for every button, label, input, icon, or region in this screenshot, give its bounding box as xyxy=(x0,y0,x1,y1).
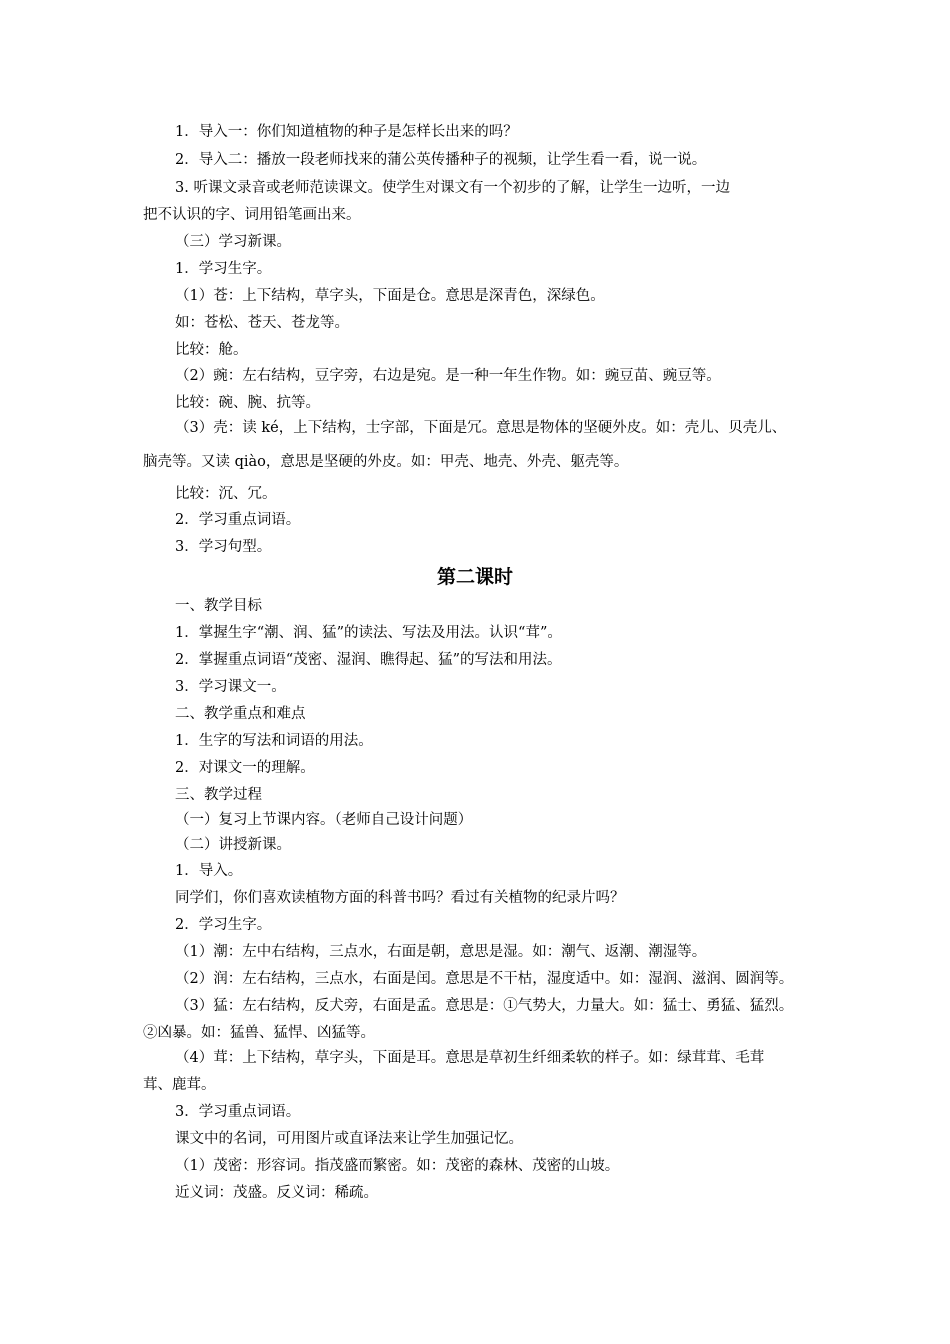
paragraph-continuation: 把不认识的字、词用铅笔画出来。 xyxy=(143,207,361,223)
paragraph-continuation: 脑壳等。又读 qiào，意思是坚硬的外皮。如：甲壳、地壳、外壳、躯壳等。 xyxy=(143,454,629,470)
section-heading: 三、教学过程 xyxy=(175,787,262,803)
paragraph: 2．导入二：播放一段老师找来的蒲公英传播种子的视频，让学生看一看，说一说。 xyxy=(175,152,707,168)
paragraph: （3）猛：左右结构，反犬旁，右面是孟。意思是：①气势大，力量大。如：猛士、勇猛、猛烈。 xyxy=(175,998,794,1014)
paragraph: 2．学习重点词语。 xyxy=(175,512,301,528)
paragraph: 3. 听课文录音或老师范读课文。使学生对课文有一个初步的了解，让学生一边听，一边 xyxy=(175,180,730,196)
paragraph-continuation: ②凶暴。如：猛兽、猛悍、凶猛等。 xyxy=(143,1025,375,1041)
lesson-title: 第二课时 xyxy=(436,566,513,588)
paragraph: （2）润：左右结构，三点水，右面是闰。意思是不干枯，湿度适中。如：湿润、滋润、圆润等。 xyxy=(175,971,794,987)
paragraph: （1）苍：上下结构，草字头，下面是仓。意思是深青色，深绿色。 xyxy=(175,288,605,304)
paragraph: 课文中的名词，可用图片或直译法来让学生加强记忆。 xyxy=(175,1131,523,1147)
paragraph: 比较：碗、腕、抗等。 xyxy=(175,395,320,411)
paragraph: 3．学习句型。 xyxy=(175,539,272,555)
section-heading: （三）学习新课。 xyxy=(175,234,291,250)
paragraph: 1．掌握生字“潮、润、猛”的读法、写法及用法。认识“茸”。 xyxy=(175,625,562,641)
paragraph: 3．学习重点词语。 xyxy=(175,1104,301,1120)
paragraph: 同学们，你们喜欢读植物方面的科普书吗？看过有关植物的纪录片吗？ xyxy=(175,890,625,906)
paragraph: 2．掌握重点词语“茂密、湿润、瞧得起、猛”的写法和用法。 xyxy=(175,652,562,668)
paragraph: （二）讲授新课。 xyxy=(175,837,291,853)
paragraph: 2．对课文一的理解。 xyxy=(175,760,315,776)
section-heading: 一、教学目标 xyxy=(175,598,262,614)
paragraph: （4）茸：上下结构，草字头，下面是耳。意思是草初生纤细柔软的样子。如：绿茸茸、毛茸 xyxy=(175,1050,765,1066)
paragraph: 比较：沉、冗。 xyxy=(175,486,277,502)
paragraph: 比较：舱。 xyxy=(175,342,248,358)
paragraph-continuation: 茸、鹿茸。 xyxy=(143,1077,216,1093)
paragraph: （1）茂密：形容词。指茂盛而繁密。如：茂密的森林、茂密的山坡。 xyxy=(175,1158,620,1174)
section-heading: 二、教学重点和难点 xyxy=(175,706,306,722)
paragraph: （1）潮：左中右结构，三点水，右面是朝，意思是湿。如：潮气、返潮、潮湿等。 xyxy=(175,944,707,960)
paragraph: 3．学习课文一。 xyxy=(175,679,286,695)
paragraph: （2）豌：左右结构，豆字旁，右边是宛。是一种一年生作物。如：豌豆苗、豌豆等。 xyxy=(175,368,721,384)
paragraph: 近义词：茂盛。反义词：稀疏。 xyxy=(175,1185,378,1201)
paragraph: （一）复习上节课内容。（老师自己设计问题） xyxy=(175,812,473,828)
paragraph: （3）壳：读 ké，上下结构，士字部，下面是冗。意思是物体的坚硬外皮。如：壳儿、贝壳儿、 xyxy=(175,420,787,436)
paragraph: 1．生字的写法和词语的用法。 xyxy=(175,733,373,749)
paragraph: 2．学习生字。 xyxy=(175,917,272,933)
paragraph: 1．导入一：你们知道植物的种子是怎样长出来的吗？ xyxy=(175,124,518,140)
paragraph: 如：苍松、苍天、苍龙等。 xyxy=(175,315,349,331)
paragraph: 1．学习生字。 xyxy=(175,261,272,277)
paragraph: 1．导入。 xyxy=(175,863,243,879)
